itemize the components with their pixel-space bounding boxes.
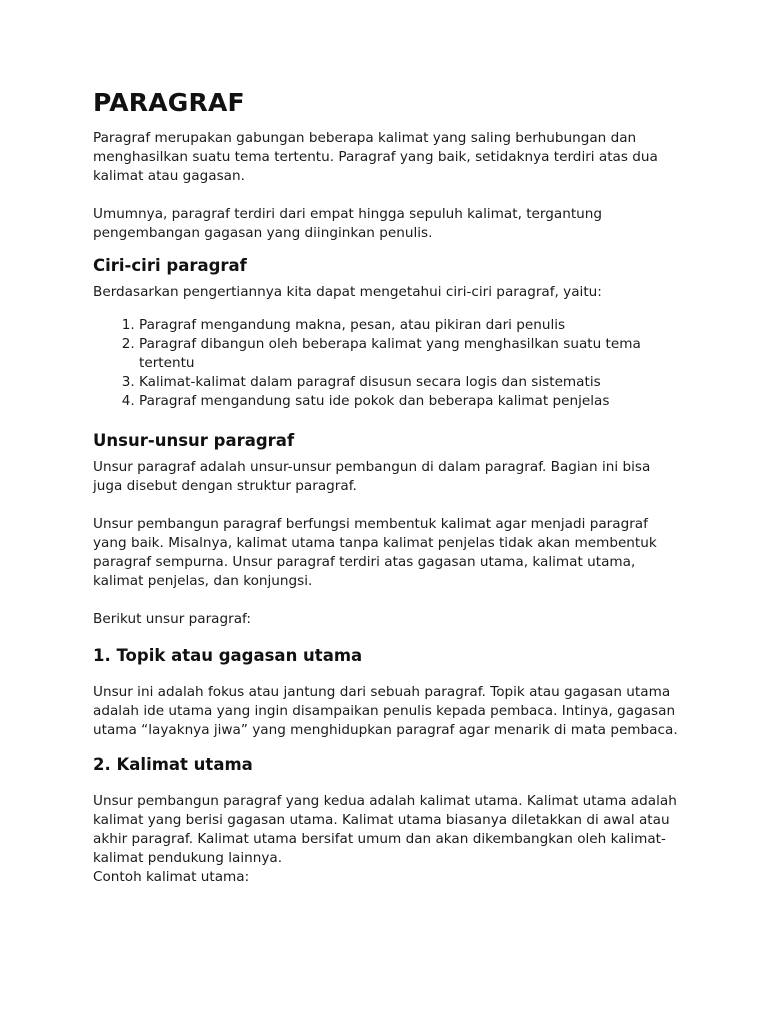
- topik-paragraph: Unsur ini adalah fokus atau jantung dari sebuah paragraf. Topik atau gagasan utama adalah ide utama yang ingin disampaikan penulis kepada pembaca. Intinya, gagasan utama “layaknya jiwa” yang menghidupkan paragraf agar menarik di mata pembaca.: [93, 684, 678, 738]
- intro-paragraph-1: Paragraf merupakan gabungan beberapa kalimat yang saling berhubungan dan menghasilkan suatu tema tertentu. Paragraf yang baik, setidaknya terdiri atas dua kalimat atau gagasan.: [93, 130, 658, 184]
- ciri-lead: Berdasarkan pengertiannya kita dapat mengetahui ciri-ciri paragraf, yaitu:: [93, 284, 602, 300]
- section-heading-unsur: Unsur-unsur paragraf: [93, 431, 295, 450]
- section-heading-kalimat-utama: 2. Kalimat utama: [93, 755, 253, 774]
- section-heading-topik: 1. Topik atau gagasan utama: [93, 646, 363, 665]
- list-item: 3. Kalimat-kalimat dalam paragraf disusun secara logis dan sistematis: [139, 373, 683, 392]
- ciri-list: [93, 316, 683, 411]
- unsur-paragraph-1: Unsur paragraf adalah unsur-unsur pembangun di dalam paragraf. Bagian ini bisa juga disebut dengan struktur paragraf.: [93, 459, 651, 494]
- unsur-paragraph-2: Unsur pembangun paragraf berfungsi membentuk kalimat agar menjadi paragraf yang baik. Misalnya, kalimat utama tanpa kalimat penjelas tidak akan membentuk paragraf sempurna. Unsur paragraf terdiri atas gagasan utama, kalimat utama, kalimat penjelas, dan konjungsi.: [93, 516, 657, 589]
- list-item: 2. Paragraf dibangun oleh beberapa kalimat yang menghasilkan suatu tema tertentu: [139, 335, 683, 373]
- kalimat-utama-paragraph: Unsur pembangun paragraf yang kedua adalah kalimat utama. Kalimat utama adalah kalimat yang berisi gagasan utama. Kalimat utama biasanya diletakkan di awal atau akhir paragraf. Kalimat utama bersifat umum dan akan dikembangkan oleh kalimat-kalimat pendukung lainnya.: [93, 793, 677, 866]
- section-heading-ciri: Ciri-ciri paragraf: [93, 256, 247, 275]
- page-title: PARAGRAF: [93, 88, 245, 117]
- document-page: [93, 88, 683, 887]
- kalimat-utama-example-label: Contoh kalimat utama:: [93, 869, 250, 885]
- intro-paragraph-2: Umumnya, paragraf terdiri dari empat hingga sepuluh kalimat, tergantung pengembangan gagasan yang diinginkan penulis.: [93, 206, 603, 241]
- list-item: 1. Paragraf mengandung makna, pesan, atau pikiran dari penulis: [139, 316, 683, 335]
- list-item: 4. Paragraf mengandung satu ide pokok dan beberapa kalimat penjelas: [139, 392, 683, 411]
- unsur-paragraph-3: Berikut unsur paragraf:: [93, 611, 251, 627]
